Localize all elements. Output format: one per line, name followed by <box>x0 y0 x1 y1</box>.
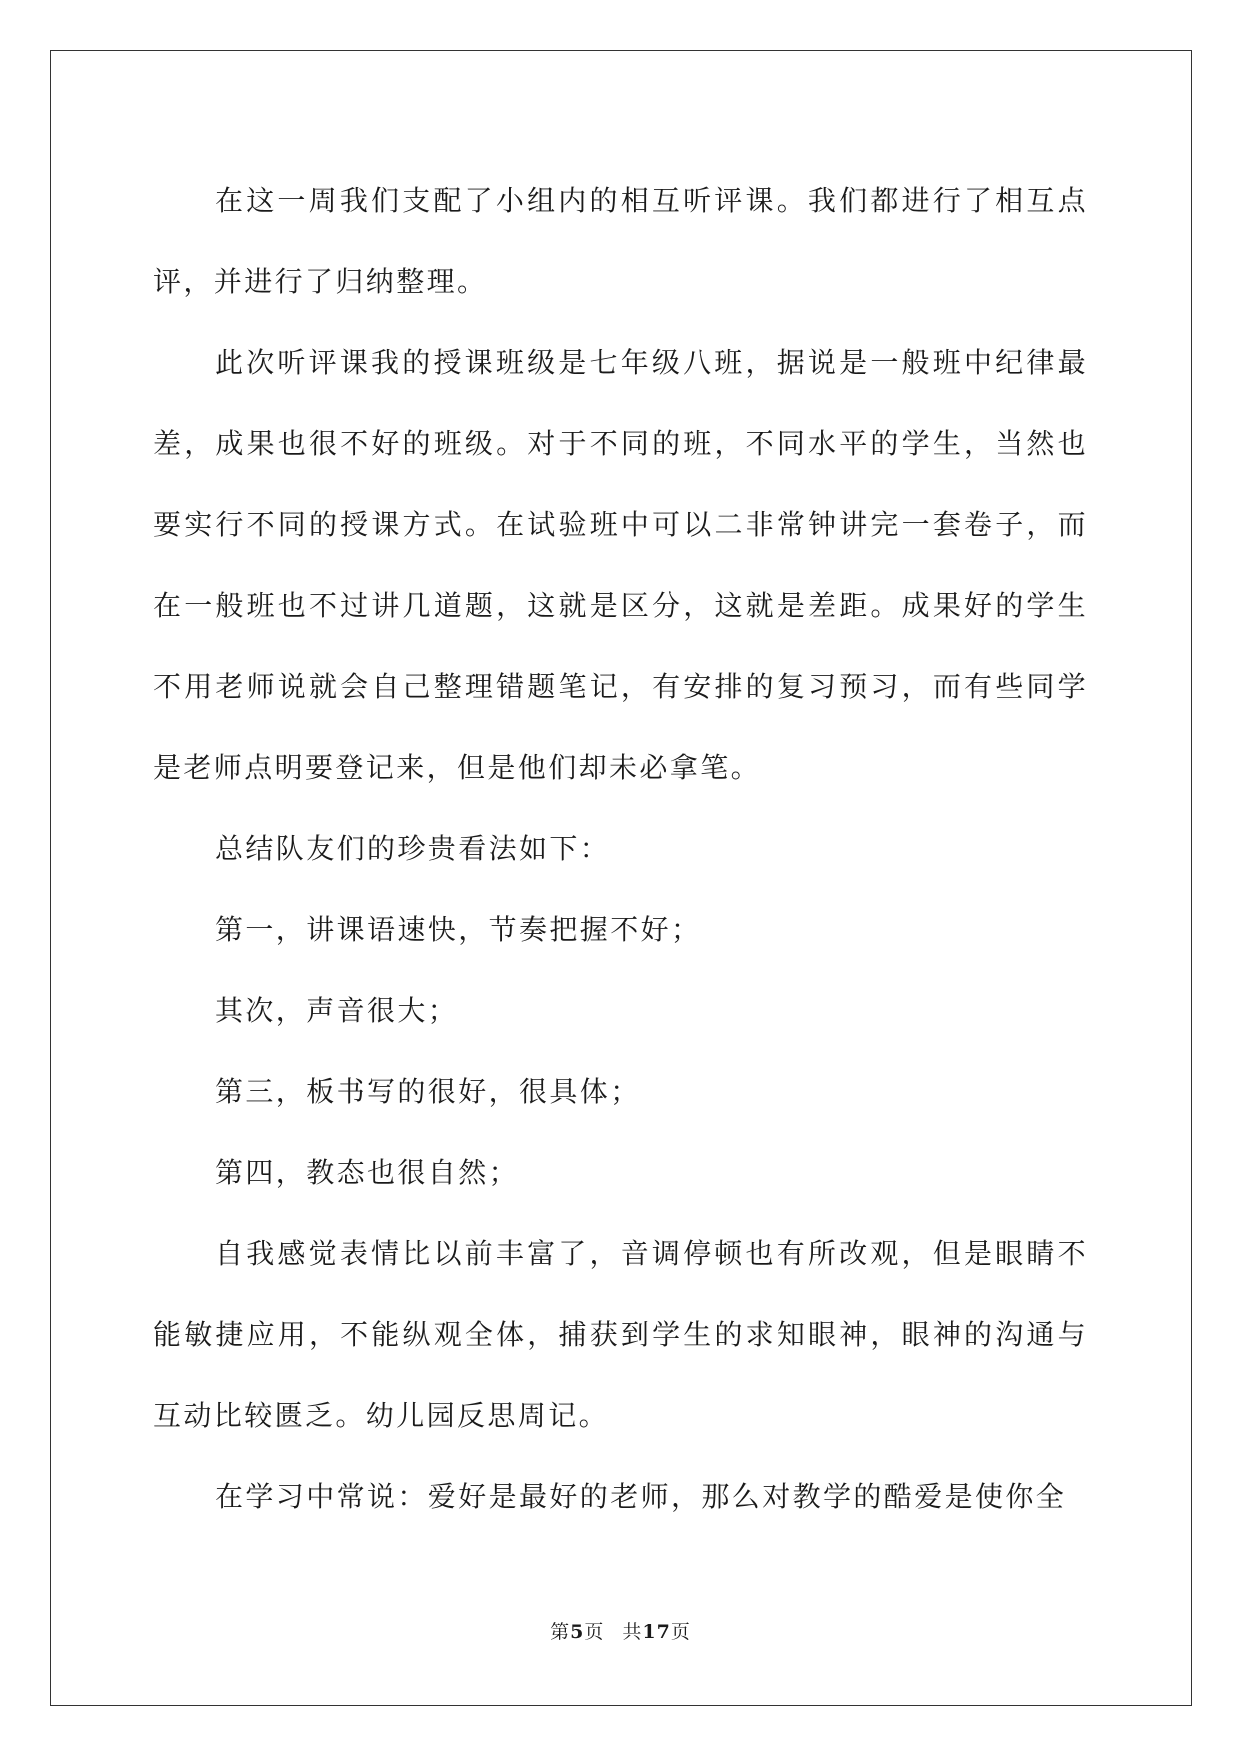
page-footer <box>0 1617 1241 1644</box>
paragraph: 自我感觉表情比以前丰富了，音调停顿也有所改观，但是眼睛不能敏捷应用，不能纵观全体，捕获到学生的求知眼神，眼神的沟通与互动比较匮乏。幼儿园反思周记。 <box>153 1237 1088 1432</box>
paragraph: 此次听评课我的授课班级是七年级八班，据说是一般班中纪律最差，成果也很不好的班级。对于不同的班，不同水平的学生，当然也要实行不同的授课方式。在试验班中可以二非常钟讲完一套卷子，而在一般班也不过讲几道题，这就是区分，这就是差距。成果好的学生不用老师说就会自己整理错题笔记，有安排的复习预习，而有些同学是老师点明要登记来，但是他们却未必拿笔。 <box>153 346 1088 784</box>
paragraph: 第一，讲课语速快，节奏把握不好； <box>215 913 702 946</box>
total-prefix: 共 <box>622 1621 643 1643</box>
page-number: 5 <box>570 1621 585 1643</box>
paragraph: 总结队友们的珍贵看法如下： <box>215 832 611 865</box>
total-pages: 17 <box>642 1621 671 1643</box>
paragraph: 在学习中常说：爱好是最好的老师，那么对教学的酷爱是使你全 <box>215 1480 1067 1513</box>
document-body <box>153 160 1088 1537</box>
page-suffix: 页 <box>584 1621 605 1643</box>
paragraph: 在这一周我们支配了小组内的相互听评课。我们都进行了相互点评，并进行了归纳整理。 <box>153 184 1088 298</box>
paragraph: 第四，教态也很自然； <box>215 1156 520 1189</box>
page-prefix: 第 <box>550 1621 571 1643</box>
total-suffix: 页 <box>670 1621 691 1643</box>
paragraph: 其次，声音很大； <box>215 994 459 1027</box>
paragraph: 第三，板书写的很好，很具体； <box>215 1075 641 1108</box>
